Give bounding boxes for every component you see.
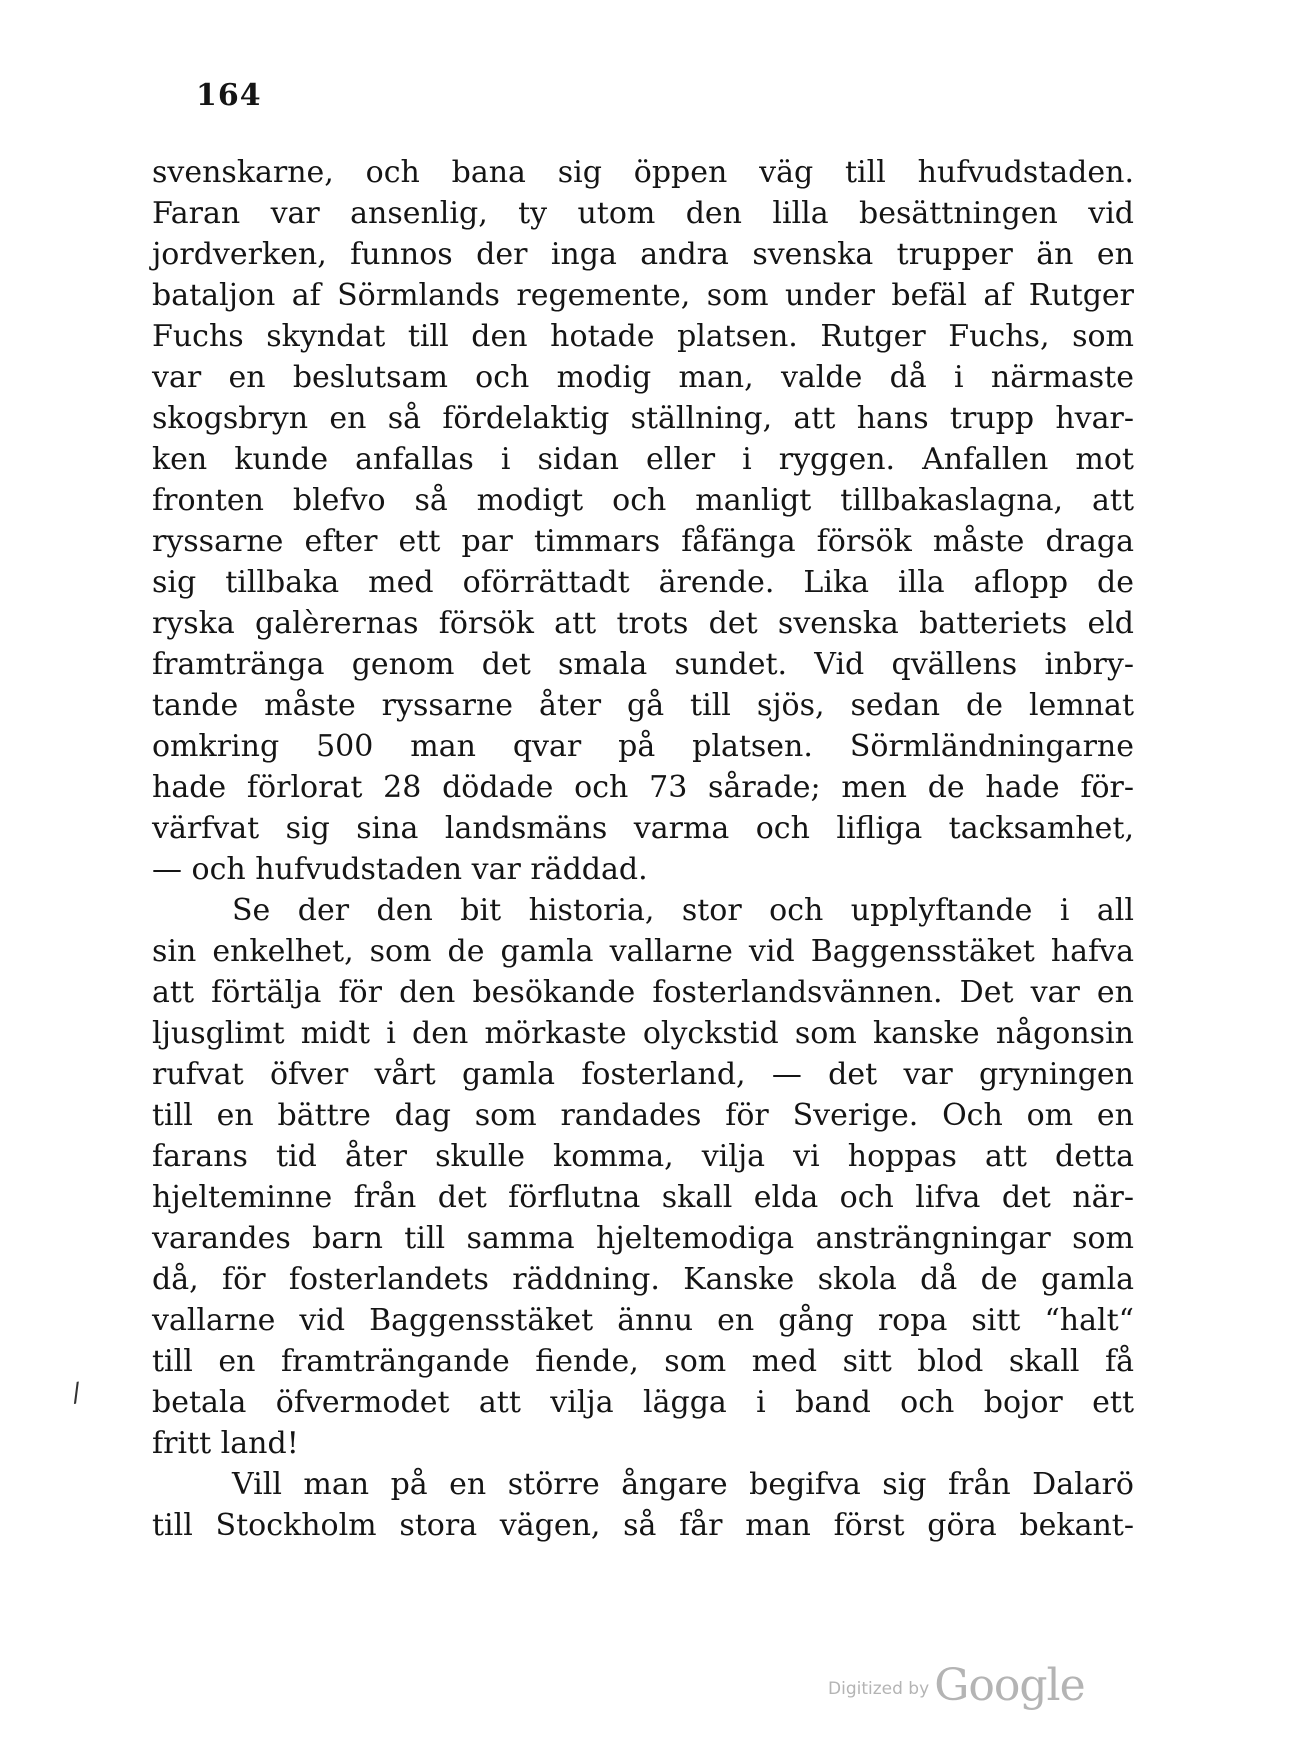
text-line: skogsbryn en så fördelaktig ställning, att hans trupp hvar- [152,401,1134,436]
text-line: tande måste ryssarne åter gå till sjös, sedan de lemnat [152,688,1134,723]
text-line: svenskarne, och bana sig öppen väg till hufvudstaden. [152,155,1134,190]
text-line: fronten blefvo så modigt och manligt tillbakaslagna, att [152,483,1134,518]
text-line: ljusglimt midt i den mörkaste olyckstid som kanske någonsin [152,1016,1134,1051]
text-line: varandes barn till samma hjeltemodiga ansträngningar som [152,1221,1134,1256]
text-line: Fuchs skyndat till den hotade platsen. Rutger Fuchs, som [152,319,1134,354]
text-line: att förtälja för den besökande fosterlandsvännen. Det var en [152,975,1134,1010]
page-number: 164 [196,78,262,113]
paragraph-first-line: Vill man på en större ångare begifva sig från Dalarö [232,1467,1134,1502]
paragraph-first-line: Se der den bit historia, stor och upplyftande i all [232,893,1134,928]
text-line: vallarne vid Baggensstäket ännu en gång ropa sitt “halt“ [152,1303,1134,1338]
text-line: ryska galèrernas försök att trots det svenska batteriets eld [152,606,1134,641]
text-line: bataljon af Sörmlands regemente, som under befäl af Rutger [152,278,1134,313]
text-line: jordverken, funnos der inga andra svenska trupper än en [152,237,1134,272]
text-line: sin enkelhet, som de gamla vallarne vid Baggensstäket hafva [152,934,1134,969]
watermark-google-logo: Google [934,1660,1085,1711]
text-line: hade förlorat 28 dödade och 73 sårade; men de hade för- [152,770,1134,805]
text-line: framtränga genom det smala sundet. Vid qvällens inbry- [152,647,1134,682]
text-line: betala öfvermodet att vilja lägga i band och bojor ett [152,1385,1134,1420]
margin-pencil-mark: / [69,1377,84,1409]
text-line: värfvat sig sina landsmäns varma och lifliga tacksamhet, [152,811,1134,846]
text-line: hjelteminne från det förflutna skall elda och lifva det när- [152,1180,1134,1215]
text-line: rufvat öfver vårt gamla fosterland, — det var gryningen [152,1057,1134,1092]
text-line: ryssarne efter ett par timmars fåfänga försök måste draga [152,524,1134,559]
text-line: då, för fosterlandets räddning. Kanske skola då de gamla [152,1262,1134,1297]
text-line: Faran var ansenlig, ty utom den lilla besättningen vid [152,196,1134,231]
text-line: var en beslutsam och modig man, valde då i närmaste [152,360,1134,395]
text-line: ken kunde anfallas i sidan eller i ryggen. Anfallen mot [152,442,1134,477]
text-line: till Stockholm stora vägen, så får man först göra bekant- [152,1508,1134,1543]
text-line: omkring 500 man qvar på platsen. Sörmländningarne [152,729,1134,764]
text-line: sig tillbaka med oförrättadt ärende. Lika illa aflopp de [152,565,1134,600]
text-line: till en framträngande fiende, som med sitt blod skall få [152,1344,1134,1379]
watermark-digitized-text: Digitized by [828,1679,930,1699]
text-line: fritt land! [152,1426,299,1461]
digitized-watermark [828,1660,1085,1711]
text-line: — och hufvudstaden var räddad. [152,852,648,887]
text-line: till en bättre dag som randades för Sverige. Och om en [152,1098,1134,1133]
body-text [152,152,1134,1546]
text-line: farans tid åter skulle komma, vilja vi hoppas att detta [152,1139,1134,1174]
